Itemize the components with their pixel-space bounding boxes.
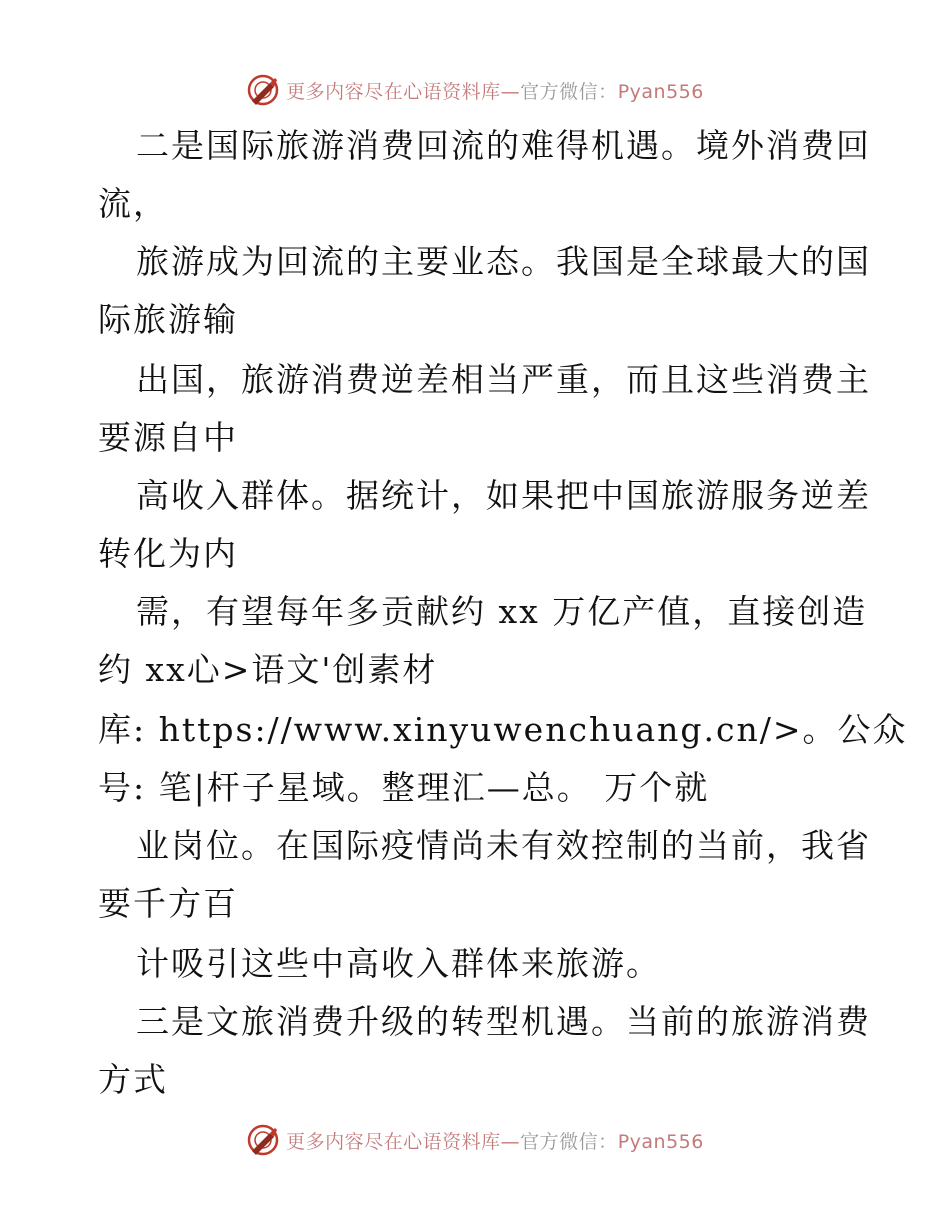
pen-logo-icon	[246, 1123, 280, 1157]
body-line: 三是文旅消费升级的转型机遇。当前的旅游消费	[136, 1002, 871, 1041]
pen-logo-icon	[246, 73, 280, 107]
header-banner-text: 更多内容尽在心语资料库—官方微信：Pyan556	[286, 80, 704, 103]
body-line: 高收入群体。据统计，如果把中国旅游服务逆差	[136, 476, 871, 515]
body-line: 需，有望每年多贡献约 xx 万亿产值，直接创造	[136, 592, 868, 631]
body-line: 流，	[98, 184, 168, 223]
body-line: 号: 笔|杆子星域。整理汇—总。 万个就	[98, 768, 710, 807]
body-line: 约 xx心>语文'创素材	[98, 650, 438, 689]
body-line: 出国，旅游消费逆差相当严重，而且这些消费主	[136, 360, 871, 399]
header-banner	[0, 70, 950, 110]
body-line: 二是国际旅游消费回流的难得机遇。境外消费回	[136, 126, 871, 165]
body-line: 要源自中	[98, 418, 238, 457]
body-line: 业岗位。在国际疫情尚未有效控制的当前，我省	[136, 826, 871, 865]
body-line: 际旅游输	[98, 300, 238, 339]
body-line: 要千方百	[98, 884, 238, 923]
body-line: 计吸引这些中高收入群体来旅游。	[136, 944, 661, 983]
footer-banner	[0, 1120, 950, 1160]
body-line: 方式	[98, 1060, 168, 1099]
body-line: 转化为内	[98, 534, 238, 573]
footer-banner-text: 更多内容尽在心语资料库—官方微信：Pyan556	[286, 1130, 704, 1153]
body-line: 旅游成为回流的主要业态。我国是全球最大的国	[136, 242, 871, 281]
body-line: 库: https://www.xinyuwenchuang.cn/>。公众	[98, 710, 908, 749]
